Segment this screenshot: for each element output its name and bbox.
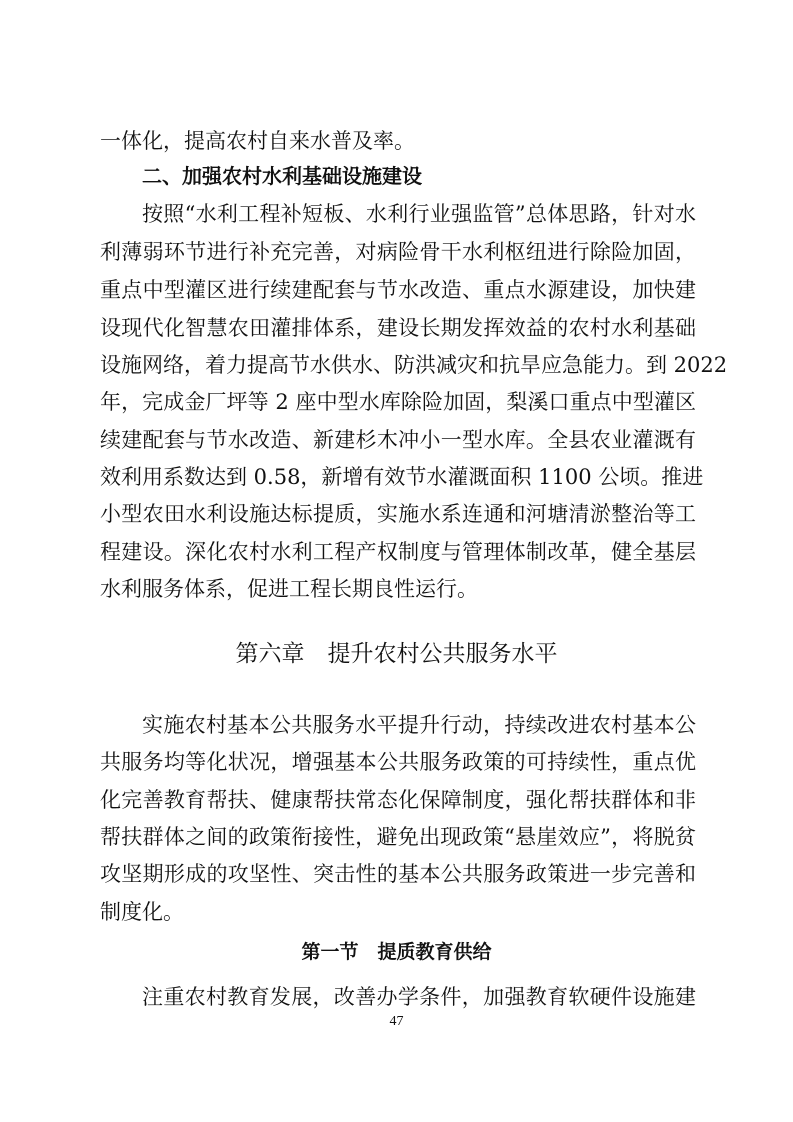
body-text-line: 程建设。深化农村水利工程产权制度与管理体制改革，健全基层	[100, 540, 696, 564]
page-number: 47	[389, 1014, 404, 1029]
body-text-line: 按照“水利工程补短板、水利行业强监管”总体思路，针对水	[142, 202, 696, 226]
body-text-line: 小型农田水利设施达标提质，实施水系连通和河塘清淤整治等工	[100, 502, 696, 526]
body-text-line: 年，完成金厂坪等 2 座中型水库除险加固，梨溪口重点中型灌区	[100, 390, 696, 414]
body-text-line: 实施农村基本公共服务水平提升行动，持续改进农村基本公	[142, 713, 696, 737]
body-text-line: 制度化。	[100, 900, 184, 924]
body-text-line: 利薄弱环节进行补充完善，对病险骨干水利枢纽进行除险加固，	[100, 240, 696, 264]
section-title: 第一节 提质教育供给	[301, 941, 492, 963]
body-text-line: 化完善教育帮扶、健康帮扶常态化保障制度，强化帮扶群体和非	[100, 788, 696, 812]
body-text-line: 注重农村教育发展，改善办学条件，加强教育软硬件设施建	[142, 985, 696, 1009]
body-text-line: 效利用系数达到 0.58，新增有效节水灌溉面积 1100 公顷。推进	[100, 465, 704, 489]
body-text-line: 一体化，提高农村自来水普及率。	[100, 129, 415, 153]
body-text-line: 攻坚期形成的攻坚性、突击性的基本公共服务政策进一步完善和	[100, 862, 696, 886]
body-text-line: 设现代化智慧农田灌排体系，建设长期发挥效益的农村水利基础	[100, 316, 696, 340]
body-text-line: 重点中型灌区进行续建配套与节水改造、重点水源建设，加快建	[100, 278, 696, 302]
body-text-line: 水利服务体系，促进工程长期良性运行。	[100, 577, 478, 601]
body-text-line: 共服务均等化状况，增强基本公共服务政策的可持续性，重点优	[100, 750, 696, 774]
chapter-title: 第六章 提升农村公共服务水平	[235, 641, 558, 667]
section-heading: 二、加强农村水利基础设施建设	[142, 164, 422, 188]
body-text-line: 设施网络，着力提高节水供水、防洪减灾和抗旱应急能力。到 2022	[100, 353, 728, 377]
body-text-line: 续建配套与节水改造、新建杉木冲小一型水库。全县农业灌溉有	[100, 428, 696, 452]
body-text-line: 帮扶群体之间的政策衔接性，避免出现政策“悬崖效应”，将脱贫	[100, 825, 696, 849]
